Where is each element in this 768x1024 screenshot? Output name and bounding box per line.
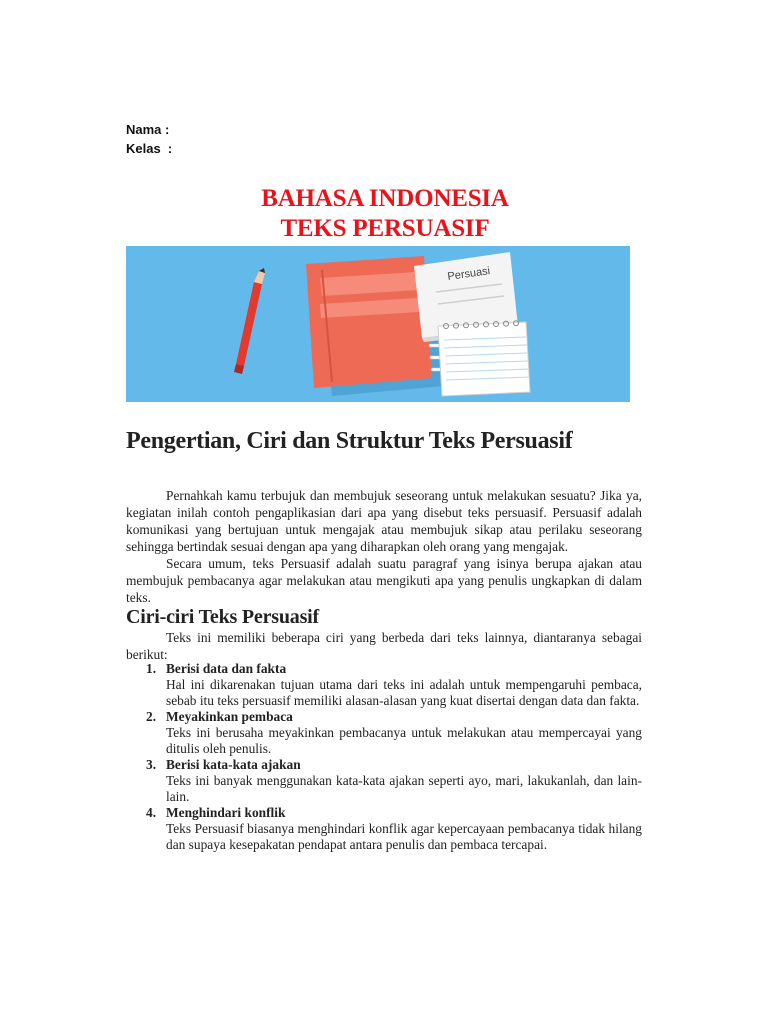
ciri-title: Ciri-ciri Teks Persuasif — [126, 606, 319, 628]
item-title: Berisi kata-kata ajakan — [166, 757, 301, 772]
item-number: 1. — [146, 661, 157, 676]
section-title: Pengertian, Ciri dan Struktur Teks Persuasif — [126, 428, 573, 454]
list-item — [146, 709, 642, 757]
notepad-icon — [438, 321, 530, 396]
list-item — [146, 805, 642, 853]
item-title: Berisi data dan fakta — [166, 661, 287, 676]
intro-paragraph-2: Secara umum, teks Persuasif adalah suatu paragraf yang isinya berupa ajakan atau membujuk pembacanya agar melakukan atau mengikuti apa yang penulis ungkapkan di dalam teks. — [126, 556, 642, 605]
item-description: Teks ini banyak menggunakan kata-kata ajakan seperti ayo, mari, lakukanlah, dan lain-lain. — [166, 773, 642, 804]
intro-text — [126, 487, 642, 606]
paper-label: Persuasi — [446, 265, 491, 283]
item-number: 4. — [146, 805, 157, 820]
item-title: Menghindari konflik — [166, 805, 286, 820]
title-line-1: BAHASA INDONESIA — [261, 185, 509, 212]
document-title — [126, 184, 644, 244]
class-label: Kelas : — [126, 141, 173, 156]
ciri-list — [146, 661, 642, 853]
item-number: 2. — [146, 709, 157, 724]
list-item — [146, 757, 642, 805]
notebook-pencil-illustration — [126, 246, 630, 402]
item-title: Meyakinkan pembaca — [166, 709, 293, 724]
item-description: Teks ini berusaha meyakinkan pembacanya untuk melakukan atau mempercayai yang ditulis oleh penulis. — [166, 725, 642, 756]
intro-paragraph-1: Pernahkah kamu terbujuk dan membujuk seseorang untuk melakukan sesuatu? Jika ya, kegiatan inilah contoh pengaplikasian dari apa yang disebut teks persuasif. Persuasif adalah komunikasi yang bertujuan untuk mengajak atau membujuk sikap atau perilaku seseorang sehingga bertindak sesuai dengan apa yang diharapkan oleh orang yang mengajak. — [126, 488, 642, 554]
list-item — [146, 661, 642, 709]
title-line-2: TEKS PERSUASIF — [280, 215, 490, 242]
illustration-banner — [126, 246, 630, 402]
ciri-intro: Teks ini memiliki beberapa ciri yang berbeda dari teks lainnya, diantaranya sebagai berikut: — [126, 630, 642, 662]
item-description: Teks Persuasif biasanya menghindari konflik agar kepercayaan pembacanya tidak hilang dan supaya kesepakatan pendapat antara penulis dan pembaca tercapai. — [166, 821, 642, 852]
item-description: Hal ini dikarenakan tujuan utama dari teks ini adalah untuk mempengaruhi pembaca, sebab itu teks persuasif memiliki alasan-alasan yang kuat disertai dengan data dan fakta. — [166, 677, 642, 708]
student-identity — [126, 120, 172, 158]
item-number: 3. — [146, 757, 157, 772]
name-label: Nama : — [126, 122, 170, 137]
